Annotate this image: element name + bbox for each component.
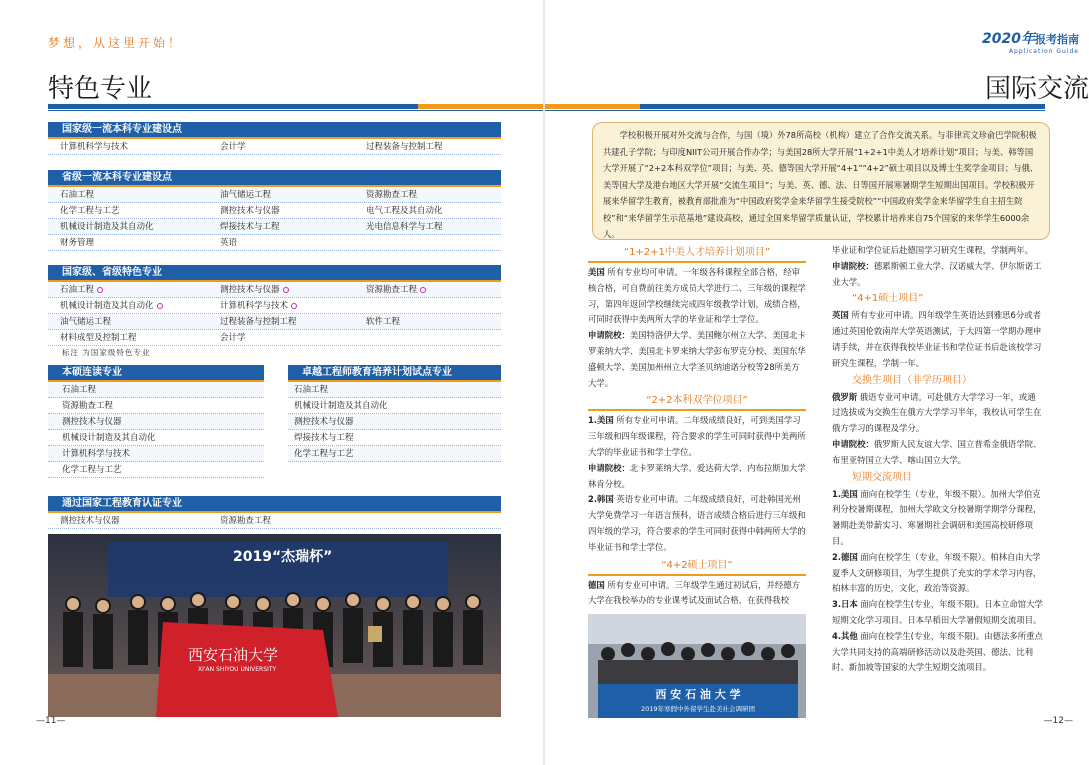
table-row: 资源勘查工程 (48, 398, 264, 414)
table-row: 机械设计制造及其自动化 (48, 430, 264, 446)
table-title: 本硕连读专业 (48, 365, 264, 380)
table-note: 标注 为国家级特色专业 (62, 348, 151, 357)
table-row: 材料成型及控制工程 会计学 (48, 330, 501, 346)
table-row: 测控技术与仪器 (288, 414, 501, 430)
table-row: 测控技术与仪器 资源勘查工程 (48, 513, 501, 529)
table-row: 化学工程与工艺 (288, 446, 501, 462)
table-title: 国家级一流本科专业建设点 (48, 122, 501, 137)
page-number-right: —12— (1043, 716, 1073, 726)
photo-sign-sub: 2019年寒假中外留学生赴美社会调研团 (640, 705, 756, 713)
brand-year: 2020年 (982, 31, 1035, 47)
table-row: 石油工程 油气储运工程 资源勘查工程 (48, 187, 501, 203)
subheading: 短期交流项目 (852, 471, 912, 483)
table-row: 石油工程 (288, 382, 501, 398)
slogan: 梦想，从这里开始！ (48, 36, 184, 50)
table-row: 机械设计制造及其自动化 计算机科学与技术 (48, 298, 501, 314)
page-number-left: —11— (36, 716, 66, 726)
column-left: “1+2+1中美人才培养计划项目” 美国 所有专业均可申请。一年级各科课程全部合格，经审核合格，可自费前往美方成员大学进行二、三年级的课程学习，第四年返回学校继续完成四年级教学计划，成绩合格，可同时获得中美两所大学的毕业证和学士学位。 申请院校：美国特洛伊大学、美国鲍尔州立大学、美国北卡罗莱纳大学、美国北卡罗来纳大学彭布罗克分校、美国东华盛顿大学、美国加州州立大学圣贝纳迪诺分校等28所美方大学。 “2+2本科双学位项目” 1.美国 所有专业可申请。二年级成绩良好，可到美国学习三年级和四年级课程，符合要求的学生可同时获得中美两所大学的毕业证书和学士学位。 申请院校：北卡罗莱纳大学、爱达荷大学、内布拉斯加大学林肯分校。 2.韩国 英语专业可申请。二年级成绩良好，可赴韩国光州大学免费学习一年语言预科，语言成绩合格后进行三年级和四年级的学习，符合要求的学生可同时获得中韩两所大学的毕业证书和学士学位。 “4+2硕士项目” 德国 所有专业可申请。三年级学生通过初试后，并经德方大学在我校举办的专业课考试及面试合格，在获得我校 (588, 243, 806, 609)
table-title: 省级一流本科专业建设点 (48, 170, 501, 185)
subheading: “4+1硕士项目” (852, 293, 924, 305)
title-rule (48, 104, 544, 109)
table-row: 化学工程与工艺 (48, 462, 264, 478)
table-row: 石油工程 测控技术与仪器 资源勘查工程 (48, 282, 501, 298)
table-title: 国家级、省级特色专业 (48, 265, 501, 280)
table-title: 通过国家工程教育认证专业 (48, 496, 501, 511)
national-mark-icon (420, 287, 426, 293)
table-row: 计算机科学与技术 (48, 446, 264, 462)
intro-box (592, 122, 1050, 240)
national-mark-icon (157, 303, 163, 309)
table-certified (48, 496, 501, 529)
subheading: “1+2+1中美人才培养计划项目” (588, 243, 806, 263)
students-photo-illustration (588, 614, 806, 718)
photo-flag-text: 西安石油大学 (188, 646, 279, 664)
national-mark-icon (97, 287, 103, 293)
section-title-specialties: 特色专业 (48, 74, 153, 104)
group-photo (48, 534, 501, 717)
brand-mark (982, 28, 1079, 55)
left-page (0, 0, 544, 765)
brand-label: 报考指南 (1035, 33, 1079, 46)
table-row: 财务管理 英语 (48, 235, 501, 251)
table-national-first-class (48, 122, 501, 155)
right-page (545, 0, 1089, 765)
table-title: 卓越工程师教育培养计划试点专业 (288, 365, 501, 380)
photo-sign-main: 西 安 石 油 大 学 (655, 688, 741, 701)
column-right: 毕业证和学位证后赴德国学习研究生课程，学制两年。 申请院校：德累斯顿工业大学、汉诺威大学、伊尔斯诺工业大学。 “4+1硕士项目” 英国 所有专业可申请。四年级学生英语达到雅思6分或者通过英国伦敦南岸大学英语测试，于大四第一学期办理申请手续，并在获得我校毕业证书和学位证书后赴该校学习研究生课程，学制一年。 交换生项目（非学历项目） 俄罗斯 俄语专业可申请。可赴俄方大学学习一年，或通过选拔成为交换生在俄方大学学习半年，我校认可学生在俄方学习的课程及学分。 申请院校：俄罗斯人民友谊大学、国立普希金俄语学院、布里亚特国立大学、喀山国立大学。 短期交流项目 1.美国 面向在校学生（专业，年级不限）。加州大学伯克利分校暑期课程，加州大学欧文分校暑期学期学分课程，暑期赴美带薪实习、寒暑期社会调研和美国高校研修项目。 2.德国 面向在校学生（专业，年级不限）。柏林自由大学夏季人文研修项目，为学生提供了充实的学术学习内容，柏林丰富的历史，文化，政治等资源。 3.日本 面向在校学生(专业，年级不限)。日本立命馆大学短期文化学习项目、日本早稻田大学暑假短期交流项目。 4.其他 面向在校学生(专业，年级不限)。由德法多所重点大学共同支持的高端研修活动以及赴英国、德法、比利时、新加坡等国家的大学生短期交流项目。 (832, 245, 1043, 673)
students-photo (588, 614, 806, 718)
table-featured-specialties (48, 265, 501, 360)
table-row: 计算机科学与技术 会计学 过程装备与控制工程 (48, 139, 501, 155)
intro-text: 学校积极开展对外交流与合作，与国（境）外78所高校（机构）建立了合作交流关系。与菲律宾文珍俞巴学院积极共建孔子学院；与印度NIIT公司开展合作办学；与美国28所大学开展“1+2+1中美人才培养计划”项目；与美、韩等国大学开展了“2+2本科双学位”项目；与美、英、德等国大学开展“4+1”“4+2”硕士项目以及博士生奖学金项目；与俄、美等国大学及港台地区大学开展“交流生项目”；与美、英、德、法、日等国开展寒暑期学生短期出国项目。学校积极开展来华留学生教育，被教育部批准为“中国政府奖学金来华留学生接受院校”“中国政府奖学金来华留学生自主招生院校”和“来华留学生示范基地”建设高校，通过全国来华留学质量认证，学校累计培养来自75个国家的来华学生6000余人。 (603, 130, 1039, 239)
photo-banner-text: 2019“杰瑞杯” (233, 549, 333, 565)
table-row: 机械设计制造及其自动化 (288, 398, 501, 414)
table-provincial-first-class (48, 170, 501, 251)
table-row: 焊接技术与工程 (288, 430, 501, 446)
table-row: 机械设计制造及其自动化 焊接技术与工程 光电信息科学与工程 (48, 219, 501, 235)
table-row: 石油工程 (48, 382, 264, 398)
table-row: 化学工程与工艺 测控技术与仪器 电气工程及其自动化 (48, 203, 501, 219)
national-mark-icon (291, 303, 297, 309)
section-title-international: 国际交流 (984, 74, 1089, 104)
table-row: 油气储运工程 过程装备与控制工程 软件工程 (48, 314, 501, 330)
subheading: 交换生项目（非学历项目） (852, 374, 972, 386)
national-mark-icon (283, 287, 289, 293)
table-excellent-engineer (288, 365, 501, 462)
title-rule (545, 104, 1045, 109)
table-bachelor-master (48, 365, 264, 478)
brand-subtitle: Application Guide (1008, 48, 1079, 55)
photo-flag-subtext: XI'AN SHIYOU UNIVERSITY (198, 666, 277, 673)
subheading: “2+2本科双学位项目” (588, 391, 806, 411)
subheading: “4+2硕士项目” (588, 556, 806, 576)
table-row: 测控技术与仪器 (48, 414, 264, 430)
